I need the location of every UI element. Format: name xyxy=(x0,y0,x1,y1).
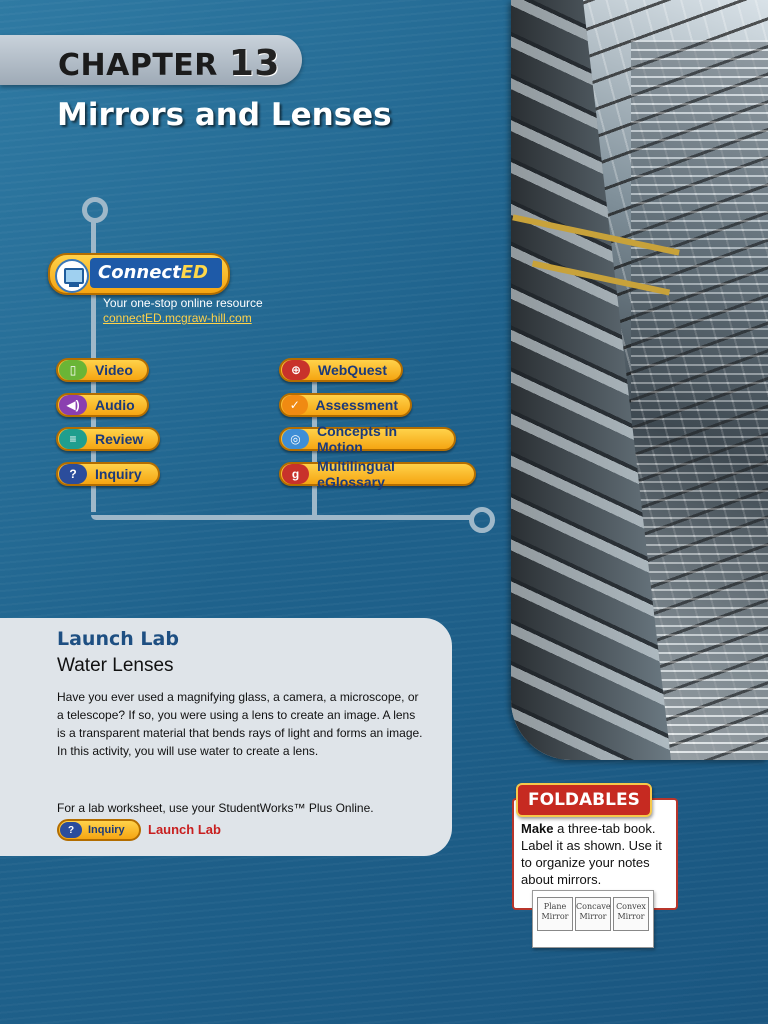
webquest-label: WebQuest xyxy=(318,362,387,378)
fold-tab: Concave Mirror xyxy=(575,897,611,931)
chapter-title: Mirrors and Lenses xyxy=(57,97,392,133)
video-label: Video xyxy=(95,362,133,378)
connected-resource-text xyxy=(103,296,263,326)
foldables-text: a three-tab book. Label it as shown. Use it to organize your notes about mirrors. xyxy=(521,821,662,887)
inquiry-label: Inquiry xyxy=(95,466,142,482)
question-icon: ? xyxy=(59,464,87,484)
launch-lab-title: Launch Lab xyxy=(57,628,179,650)
chapter-label xyxy=(58,43,280,84)
chapter-label-text: CHAPTER xyxy=(58,48,218,83)
launch-lab-subtitle: Water Lenses xyxy=(57,655,174,676)
connector-line-horizontal xyxy=(91,515,471,520)
dome-photo xyxy=(511,0,768,760)
fold-tab: Plane Mirror xyxy=(537,897,573,931)
concepts-in-motion-button[interactable] xyxy=(279,423,456,455)
connector-node-right xyxy=(469,507,495,533)
connected-brand-text: Connect xyxy=(98,262,181,283)
motion-icon: ◎ xyxy=(282,429,309,449)
launch-lab-link[interactable]: Launch Lab xyxy=(148,822,221,837)
connected-logo[interactable] xyxy=(48,253,230,295)
webquest-button[interactable] xyxy=(279,358,403,382)
concepts-in-motion-label: Concepts in Motion xyxy=(316,423,398,455)
check-icon: ✓ xyxy=(282,395,308,415)
computer-monitor-icon xyxy=(55,259,89,293)
foldables-make: Make xyxy=(521,821,554,836)
chapter-number: 13 xyxy=(228,43,280,84)
video-icon: ▯ xyxy=(59,360,87,380)
audio-label: Audio xyxy=(95,397,135,413)
launch-lab-inquiry-label: Inquiry xyxy=(88,824,125,836)
fold-tab: Convex Mirror xyxy=(613,897,649,931)
review-label: Review xyxy=(95,431,144,447)
glossary-icon: g xyxy=(282,464,309,484)
launch-lab-body: Have you ever used a magnifying glass, a camera, a microscope, or a telescope? If so, you were using a lens to create an image. A lens is a transparent material that bends rays of light and forms an image. In this activity, you will use water to create a lens. xyxy=(57,690,423,758)
audio-button[interactable] xyxy=(56,393,149,417)
foldables-instructions xyxy=(521,820,671,888)
assessment-label: Assessment xyxy=(315,397,398,413)
connected-url-link[interactable]: connectED.mcgraw-hill.com xyxy=(103,311,252,325)
question-icon: ? xyxy=(60,822,82,838)
review-button[interactable] xyxy=(56,427,160,451)
foldables-logo: FOLDABLES xyxy=(516,783,652,817)
multilingual-eglossary-button[interactable] xyxy=(279,458,476,490)
launch-lab-worksheet-text: For a lab worksheet, use your StudentWorks™ Plus Online. xyxy=(57,801,374,815)
inquiry-button[interactable] xyxy=(56,462,160,486)
three-tab-book-illustration xyxy=(532,890,654,948)
review-icon: ≡ xyxy=(59,429,87,449)
connected-brand xyxy=(90,258,222,288)
video-button[interactable] xyxy=(56,358,149,382)
audio-icon: ◀) xyxy=(59,395,87,415)
connected-tagline: Your one-stop online resource xyxy=(103,296,263,310)
launch-lab-inquiry-button[interactable] xyxy=(57,819,141,841)
multilingual-eglossary-label: Multilingual eGlossary xyxy=(317,458,395,490)
globe-icon: ⊕ xyxy=(282,360,310,380)
assessment-button[interactable] xyxy=(279,393,412,417)
connector-node-top xyxy=(82,197,108,223)
connected-brand-ed: ED xyxy=(180,262,208,283)
